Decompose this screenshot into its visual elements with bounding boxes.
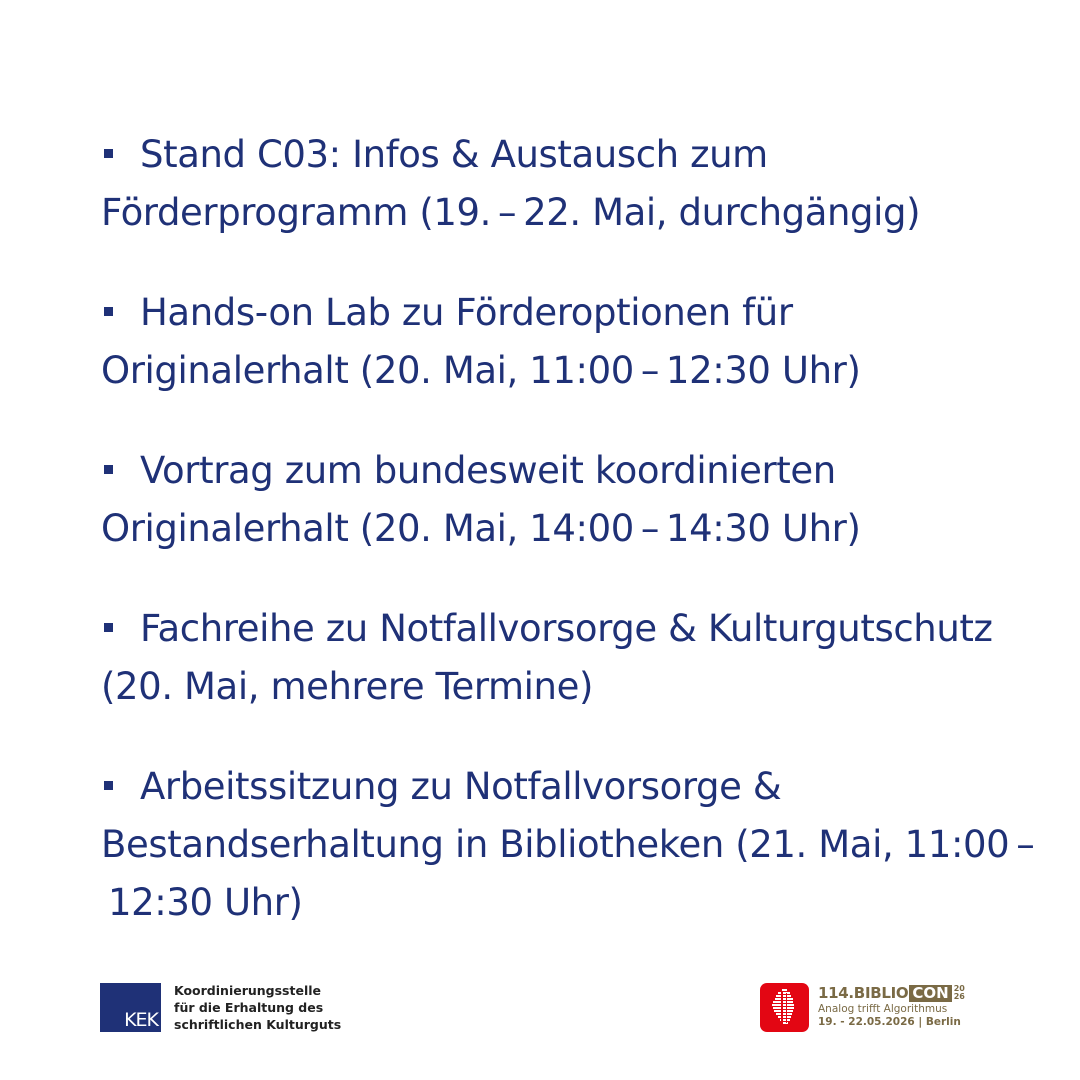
square-bullet-icon [104, 781, 113, 790]
bibliocon-title: 114.BIBLIO [818, 984, 909, 1002]
agenda-item [101, 600, 1051, 716]
agenda-item [101, 758, 1051, 932]
agenda-item-text: Fachreihe zu Notfallvorsorge & Kulturgutschutz (20. Mai, mehrere Termine) [101, 607, 993, 708]
bibliocon-year-top: 20 [953, 984, 965, 993]
agenda-item [101, 126, 1051, 242]
agenda-list [101, 126, 1051, 974]
agenda-item-text: Arbeitssitzung zu Notfallvorsorge & Bestandserhaltung in Bibliotheken (21. Mai, 11:00 – 12:30 Uhr) [101, 765, 1035, 924]
bibliocon-logo [760, 983, 965, 1032]
bibliocon-info [818, 983, 965, 1029]
square-bullet-icon [104, 149, 113, 158]
agenda-item-text: Hands-on Lab zu Förderoptionen für Originalerhalt (20. Mai, 11:00 – 12:30 Uhr) [101, 291, 861, 392]
bibliocon-tagline: Analog trifft Algorithmus [818, 1003, 948, 1015]
kek-logo-mark [100, 983, 161, 1032]
bibliocon-con-badge: CON [909, 985, 951, 1002]
agenda-item-text: Vortrag zum bundesweit koordinierten Originalerhalt (20. Mai, 14:00 – 14:30 Uhr) [101, 449, 861, 550]
kek-name-line: Koordinierungsstelle [174, 983, 321, 998]
kek-logo [100, 983, 341, 1033]
bibliocon-title-row [818, 983, 965, 1003]
square-bullet-icon [104, 307, 113, 316]
square-bullet-icon [104, 465, 113, 474]
bibliocon-emblem-icon [760, 983, 809, 1032]
kek-name-line: für die Erhaltung des [174, 1000, 324, 1015]
kek-name-line: schriftlichen Kulturguts [174, 1017, 342, 1032]
agenda-item [101, 442, 1051, 558]
agenda-item [101, 284, 1051, 400]
kek-logo-mark-text: KEK [124, 1009, 158, 1031]
bibliocon-emblem-graphic [760, 983, 809, 1032]
bibliocon-dates: 19. - 22.05.2026 | Berlin [818, 1016, 961, 1028]
kek-organization-name [174, 982, 341, 1033]
square-bullet-icon [104, 623, 113, 632]
bibliocon-year [954, 985, 965, 1001]
bibliocon-year-bottom: 26 [953, 992, 965, 1001]
agenda-item-text: Stand C03: Infos & Austausch zum Förderprogramm (19. – 22. Mai, durchgängig) [101, 133, 921, 234]
